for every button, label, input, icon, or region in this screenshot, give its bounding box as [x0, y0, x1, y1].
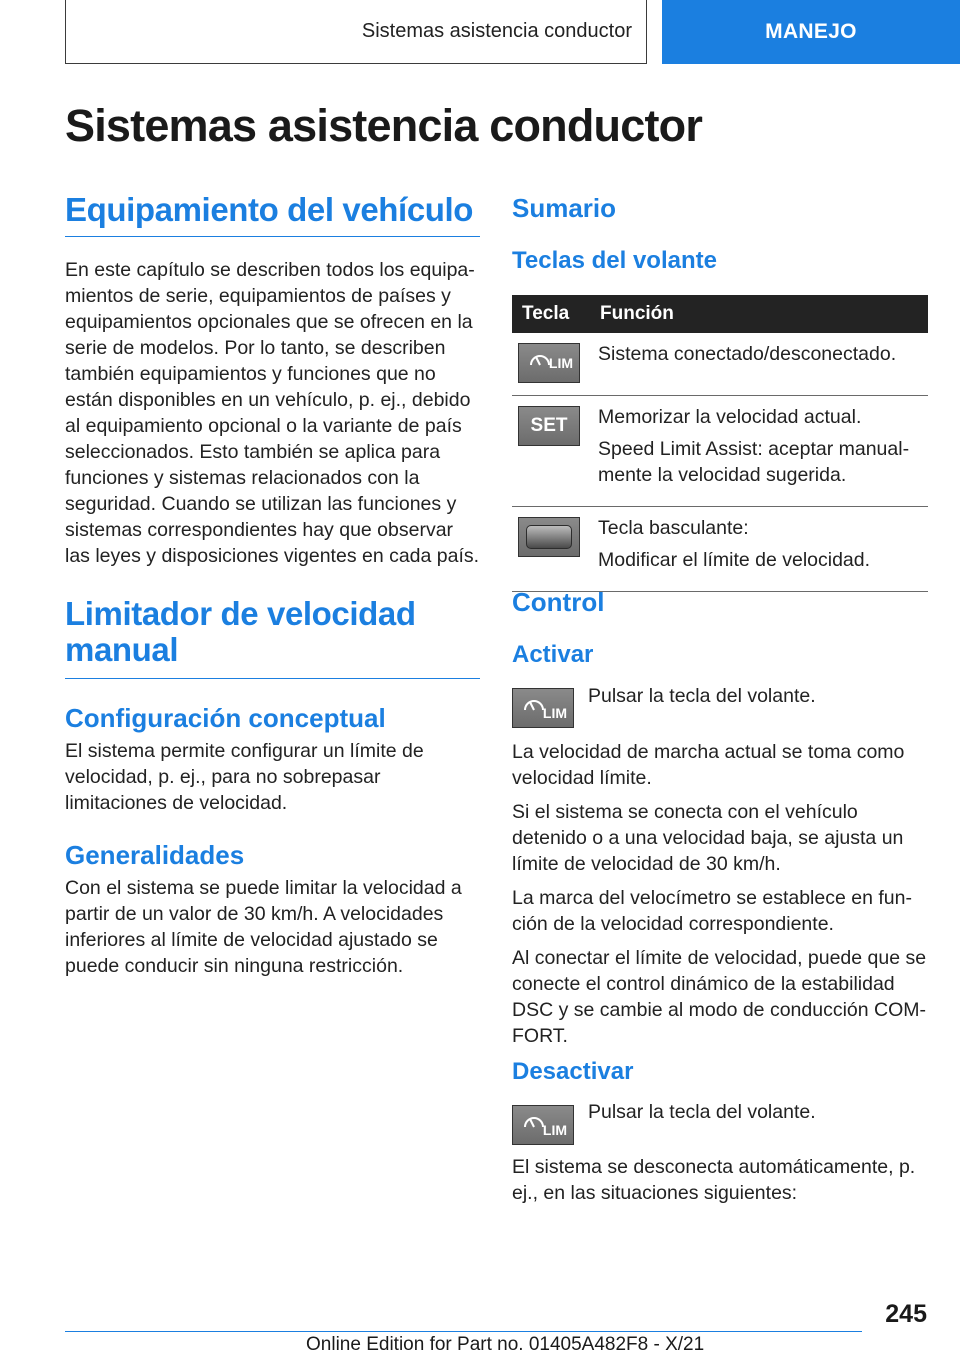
function-cell — [590, 507, 928, 592]
table-row — [512, 507, 928, 592]
text-configuracion: El sistema permite configurar un límite de velocidad, p. ej., para no sobrepasar limitaciones de velocidad. — [65, 740, 424, 814]
table-row — [512, 333, 928, 396]
lim-button-icon — [512, 688, 574, 728]
page-number: 245 — [885, 1300, 927, 1328]
set-button-icon — [518, 406, 580, 446]
set-label: SET — [530, 415, 568, 436]
table-header-row — [512, 295, 928, 333]
key-cell — [512, 333, 590, 396]
function-cell — [590, 333, 928, 396]
column-header-function: Función — [590, 295, 928, 333]
section-equipamiento — [65, 192, 480, 569]
lim-label: LIM — [542, 705, 567, 721]
function-text: Memorizar la velocidad actual. — [598, 406, 862, 428]
desactivar-paragraph: El sistema se desconecta automáticamente, p. ej., en las situaciones siguientes: — [512, 1156, 916, 1204]
activar-body — [512, 739, 928, 1049]
rocker-shape — [526, 525, 572, 549]
activar-paragraph: Al conectar el límite de velocidad, puede que se conecte el control dinámico de la estabilidad DSC y se cambie al modo de conducción COMFORT. — [512, 947, 927, 1047]
heading-equipamiento: Equipamiento del vehículo — [65, 192, 480, 237]
section-limitador — [65, 596, 480, 979]
heading-desactivar: Desactivar — [512, 1058, 634, 1085]
activar-instruction: Pulsar la tecla del volante. — [588, 685, 816, 707]
function-text: Speed Limit Assist: aceptar manualmente la velocidad sugerida. — [598, 438, 910, 486]
text-equipamiento: En este capítulo se describen todos los equipamientos de serie, equipamientos de países y equipamientos opcionales que se ofrecen en la serie de modelos. Por lo tanto, se describen también equipamientos y funciones que no están disponibles en un vehículo, p. ej., debido al equipamiento opcional o la variante de país seleccionados. Esto también se aplica para funciones y sistemas relacionados con la seguridad. Cuando se utilizan las funciones y sistemas correspondientes hay que observar las leyes y disposiciones vigentes en cada país. — [65, 259, 480, 567]
running-header-chapter — [65, 0, 647, 64]
heading-sumario: Sumario — [512, 193, 617, 223]
heading-generalidades: Generalidades — [65, 840, 245, 870]
heading-activar: Activar — [512, 641, 594, 668]
function-text: Modificar el límite de velocidad. — [598, 549, 871, 571]
edition-footer: Online Edition for Part no. 01405A482F8 - X/21 — [306, 1334, 705, 1355]
lim-label: LIM — [548, 355, 573, 371]
page-title: Sistemas asistencia conductor — [65, 100, 703, 151]
function-cell — [590, 396, 928, 507]
chapter-title: Sistemas asistencia conductor — [361, 20, 632, 42]
heading-teclas: Teclas del volante — [512, 247, 717, 274]
text-generalidades: Con el sistema se puede limitar la velocidad a partir de un valor de 30 km/h. A velocidades inferiores al límite de velocidad ajustado se puede conducir sin ninguna restricción. — [65, 877, 462, 977]
footer-divider — [65, 1331, 862, 1332]
activar-paragraph: La marca del velocímetro se establece en función de la velocidad correspondiente. — [512, 887, 912, 935]
key-cell — [512, 396, 590, 507]
function-text: Sistema conectado/desconectado. — [598, 343, 897, 365]
heading-control: Control — [512, 587, 605, 617]
heading-limitador: Limitador de velocidad manual — [65, 596, 480, 679]
rocker-switch-icon — [518, 517, 580, 557]
lim-button-icon — [518, 343, 580, 383]
function-text: Tecla basculante: — [598, 517, 749, 539]
section-label: MANEJO — [765, 20, 857, 43]
lim-button-icon — [512, 1105, 574, 1145]
heading-configuracion: Configuración conceptual — [65, 703, 386, 733]
section-tab — [662, 0, 960, 64]
table-row — [512, 396, 928, 507]
keys-table — [512, 295, 928, 592]
desactivar-instruction: Pulsar la tecla del volante. — [588, 1101, 816, 1123]
lim-label: LIM — [542, 1122, 567, 1138]
key-cell — [512, 507, 590, 592]
activar-paragraph: Si el sistema se conecta con el vehículo detenido o a una velocidad baja, se ajusta un límite de velocidad de 30 km/h. — [512, 801, 904, 875]
column-header-key: Tecla — [512, 295, 590, 333]
activar-paragraph: La velocidad de marcha actual se toma como velocidad límite. — [512, 741, 905, 789]
